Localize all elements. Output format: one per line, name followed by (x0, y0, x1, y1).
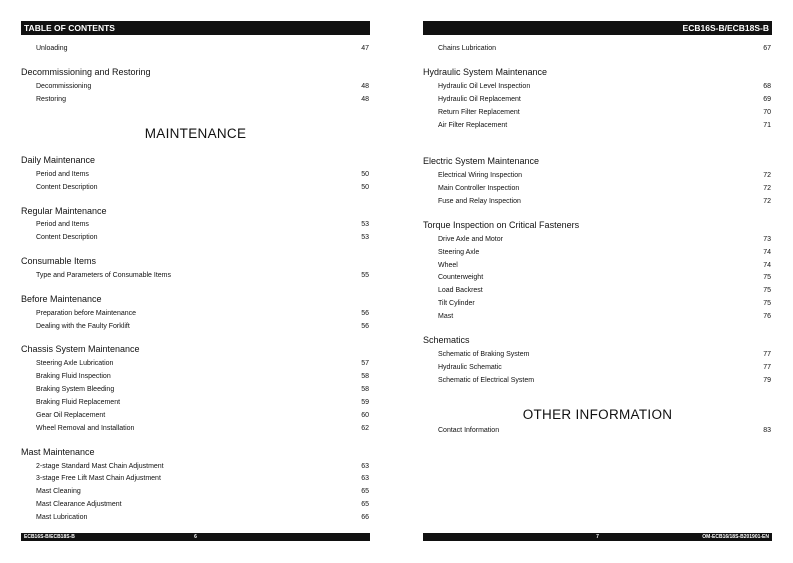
toc-entry-page: 56 (361, 323, 369, 330)
toc-entry-page: 55 (361, 272, 369, 279)
toc-entry-label: 3-stage Free Lift Mast Chain Adjustment (36, 475, 161, 482)
section-title: Chassis System Maintenance (21, 344, 140, 354)
toc-entry-label: Gear Oil Replacement (36, 412, 106, 419)
toc-entry-label: Chains Lubrication (438, 45, 496, 52)
toc-entry-page: 65 (361, 501, 369, 508)
toc-entry-label: Schematic of Electrical System (438, 377, 535, 384)
toc-entry[interactable] (36, 82, 369, 92)
toc-entry-page: 58 (361, 373, 369, 380)
toc-entry-page: 48 (361, 96, 369, 103)
toc-entry-label: Schematic of Braking System (438, 351, 530, 358)
header-bar (423, 21, 772, 35)
toc-entry-label: Steering Axle (438, 249, 480, 256)
toc-entry-label: Braking System Bleeding (36, 386, 115, 393)
toc-entry[interactable] (438, 121, 771, 131)
toc-entry-page: 83 (763, 427, 771, 434)
toc-entry-page: 72 (763, 185, 771, 192)
toc-entry[interactable] (36, 271, 369, 281)
toc-entry[interactable] (438, 95, 771, 105)
toc-entry[interactable] (36, 462, 369, 472)
toc-entry[interactable] (438, 426, 771, 436)
toc-entry[interactable] (438, 184, 771, 194)
toc-entry[interactable] (36, 474, 369, 484)
toc-entry[interactable] (438, 286, 771, 296)
toc-entry-label: 2-stage Standard Mast Chain Adjustment (36, 463, 164, 470)
toc-entry[interactable] (36, 513, 369, 523)
toc-entry-label: Load Backrest (438, 287, 483, 294)
section-title: Hydraulic System Maintenance (423, 67, 548, 77)
toc-entry-label: Content Description (36, 234, 98, 241)
toc-entry[interactable] (36, 95, 369, 105)
toc-entry-page: 73 (763, 236, 771, 243)
section-title: Electric System Maintenance (423, 156, 540, 166)
toc-entry-label: Type and Parameters of Consumable Items (36, 272, 172, 279)
toc-entry[interactable] (36, 500, 369, 510)
toc-entry-page: 71 (763, 122, 771, 129)
toc-entry-page: 75 (763, 274, 771, 281)
toc-entry-page: 67 (763, 45, 771, 52)
toc-entry-page: 70 (763, 109, 771, 116)
section-title: Consumable Items (21, 256, 97, 266)
toc-entry-label: Mast (438, 313, 454, 320)
part-heading: MAINTENANCE (144, 126, 247, 141)
toc-entry[interactable] (438, 363, 771, 373)
toc-entry-label: Restoring (36, 96, 66, 103)
toc-entry[interactable] (438, 261, 771, 271)
toc-entry-page: 66 (361, 514, 369, 521)
toc-entry[interactable] (438, 44, 771, 54)
footer-page-number: 7 (596, 534, 599, 540)
toc-entry[interactable] (438, 299, 771, 309)
toc-entry-page: 58 (361, 386, 369, 393)
toc-entry-page: 77 (763, 364, 771, 371)
toc-entry-label: Fuse and Relay Inspection (438, 198, 521, 205)
footer-bar (423, 533, 772, 541)
toc-entry-label: Contact Information (438, 427, 500, 434)
toc-entry[interactable] (438, 273, 771, 283)
toc-entry[interactable] (36, 487, 369, 497)
header-title: ECB16S-B/ECB18S-B (682, 23, 769, 33)
footer-bar (21, 533, 370, 541)
toc-entry-page: 72 (763, 198, 771, 205)
header-title: TABLE OF CONTENTS (24, 23, 115, 33)
toc-entry-page: 53 (361, 221, 369, 228)
toc-entry[interactable] (36, 170, 369, 180)
toc-entry-page: 75 (763, 287, 771, 294)
toc-entry[interactable] (36, 372, 369, 382)
toc-entry-label: Hydraulic Oil Level Inspection (438, 83, 531, 90)
toc-entry-label: Mast Clearance Adjustment (36, 501, 122, 508)
toc-entry-page: 65 (361, 488, 369, 495)
toc-entry[interactable] (438, 376, 771, 386)
header-bar (21, 21, 370, 35)
toc-entry-label: Tilt Cylinder (438, 300, 475, 307)
toc-entry-page: 60 (361, 412, 369, 419)
left-page (21, 0, 370, 563)
toc-entry-label: Hydraulic Oil Replacement (438, 96, 521, 103)
part-heading: OTHER INFORMATION (522, 407, 673, 422)
toc-entry[interactable] (36, 385, 369, 395)
section-title: Schematics (423, 335, 470, 345)
footer-model: ECB16S-B/ECB18S-B (24, 534, 75, 540)
toc-entry-page: 72 (763, 172, 771, 179)
toc-entry[interactable] (36, 322, 369, 332)
toc-entry-page: 62 (361, 425, 369, 432)
toc-entry-page: 69 (763, 96, 771, 103)
toc-entry[interactable] (438, 312, 771, 322)
section-title: Torque Inspection on Critical Fasteners (423, 220, 580, 230)
toc-entry[interactable] (36, 44, 369, 54)
toc-entry-label: Dealing with the Faulty Forklift (36, 323, 130, 330)
toc-entry-label: Mast Cleaning (36, 488, 81, 495)
toc-entry-label: Braking Fluid Inspection (36, 373, 111, 380)
toc-entry-page: 74 (763, 249, 771, 256)
toc-entry-label: Braking Fluid Replacement (36, 399, 121, 406)
right-page (423, 0, 772, 563)
toc-entry[interactable] (438, 235, 771, 245)
toc-entry[interactable] (36, 359, 369, 369)
footer-doc-code: OM-ECB16/18S-B201901-EN (702, 534, 769, 540)
toc-entry-label: Air Filter Replacement (438, 122, 508, 129)
toc-entry[interactable] (36, 398, 369, 408)
toc-entry-page: 79 (763, 377, 771, 384)
toc-entry[interactable] (36, 233, 369, 243)
toc-entry-page: 56 (361, 310, 369, 317)
toc-entry-page: 48 (361, 83, 369, 90)
toc-entry[interactable] (438, 350, 771, 360)
toc-entry[interactable] (36, 411, 369, 421)
toc-entry-label: Decommissioning (36, 83, 92, 90)
footer-page-number: 6 (194, 534, 197, 540)
toc-entry-label: Preparation before Maintenance (36, 310, 137, 317)
toc-entry-page: 50 (361, 184, 369, 191)
toc-entry-label: Main Controller Inspection (438, 185, 520, 192)
toc-entry-label: Return Filter Replacement (438, 109, 520, 116)
section-title: Daily Maintenance (21, 155, 96, 165)
toc-entry[interactable] (438, 171, 771, 181)
toc-entry-page: 68 (763, 83, 771, 90)
toc-entry-label: Wheel Removal and Installation (36, 425, 135, 432)
section-title: Regular Maintenance (21, 206, 107, 216)
toc-entry[interactable] (36, 183, 369, 193)
section-title: Before Maintenance (21, 294, 102, 304)
toc-entry-label: Counterweight (438, 274, 484, 281)
toc-entry-page: 57 (361, 360, 369, 367)
toc-entry-page: 59 (361, 399, 369, 406)
toc-entry-page: 76 (763, 313, 771, 320)
toc-entry[interactable] (36, 424, 369, 434)
toc-entry-page: 50 (361, 171, 369, 178)
toc-entry[interactable] (36, 309, 369, 319)
toc-entry-page: 53 (361, 234, 369, 241)
toc-entry-page: 75 (763, 300, 771, 307)
section-title: Decommissioning and Restoring (21, 67, 151, 77)
toc-entry-page: 63 (361, 463, 369, 470)
toc-entry-label: Period and Items (36, 221, 89, 228)
toc-entry-label: Electrical Wiring Inspection (438, 172, 523, 179)
toc-entry[interactable] (438, 82, 771, 92)
toc-entry-label: Content Description (36, 184, 98, 191)
toc-entry[interactable] (438, 197, 771, 207)
toc-entry-label: Wheel (438, 262, 458, 269)
toc-entry-label: Steering Axle Lubrication (36, 360, 114, 367)
toc-entry[interactable] (36, 220, 369, 230)
toc-entry-label: Drive Axle and Motor (438, 236, 503, 243)
toc-entry-label: Hydraulic Schematic (438, 364, 502, 371)
toc-entry-page: 63 (361, 475, 369, 482)
toc-entry[interactable] (438, 248, 771, 258)
toc-entry-label: Unloading (36, 45, 68, 52)
toc-entry-page: 74 (763, 262, 771, 269)
toc-entry-label: Period and Items (36, 171, 89, 178)
section-title: Mast Maintenance (21, 447, 95, 457)
toc-entry-label: Mast Lubrication (36, 514, 88, 521)
toc-entry[interactable] (438, 108, 771, 118)
toc-entry-page: 47 (361, 45, 369, 52)
toc-entry-page: 77 (763, 351, 771, 358)
